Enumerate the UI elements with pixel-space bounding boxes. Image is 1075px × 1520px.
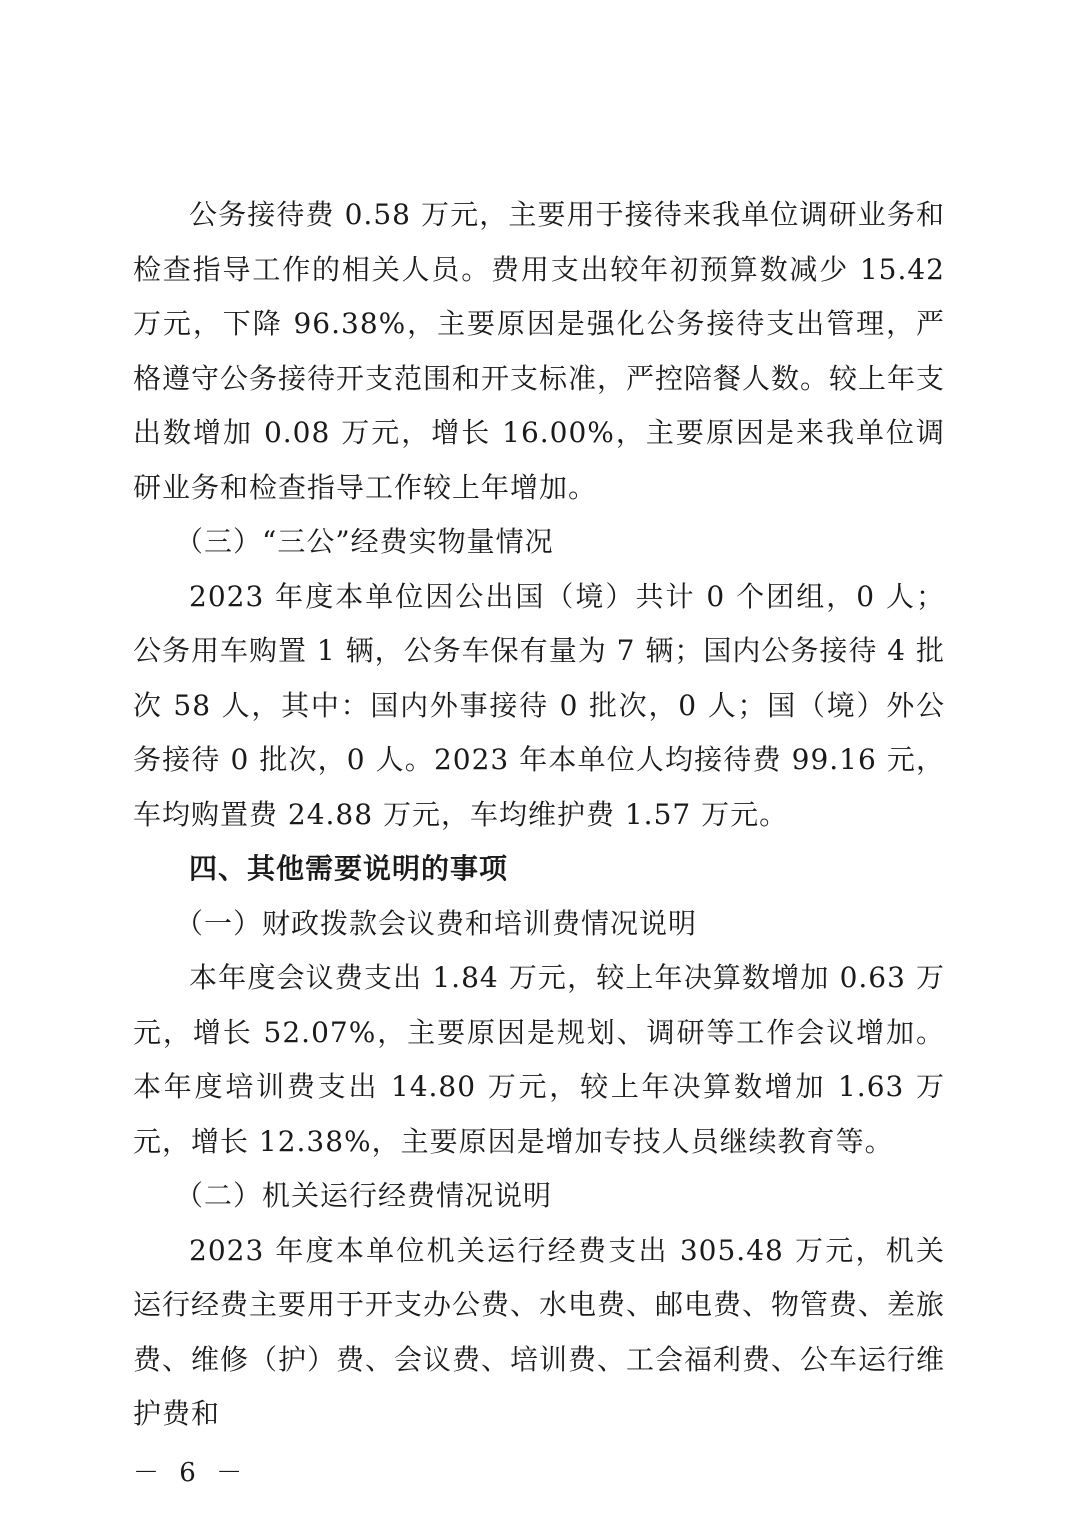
paragraph-meeting-training: 本年度会议费支出 1.84 万元，较上年决算数增加 0.63 万元，增长 52.07%，主要原因是规划、调研等工作会议增加。本年度培训费支出 14.80 万元，较上年决算数增加 1.63 万元，增长 12.38%，主要原因是增加专技人员继续教育等。 xyxy=(133,961,945,1158)
page-number: － 6 － xyxy=(133,1458,249,1488)
subheading-physical-quantity: （三）“三公”经费实物量情况 xyxy=(175,525,554,558)
paragraph-physical-quantity: 2023 年度本单位因公出国（境）共计 0 个团组，0 人；公务用车购置 1 辆，公务车保有量为 7 辆；国内公务接待 4 批次 58 人，其中：国内外事接待 0 批次，0 人；国（境）外公务接待 0 批次，0 人。2023 年本单位人均接待费 99.16 元，车均购置费 24.88 万元，车均维护费 1.57 万元。 xyxy=(133,579,945,831)
section-heading-other-matters: 四、其他需要说明的事项 xyxy=(189,852,509,885)
paragraph-operating-expenses: 2023 年度本单位机关运行经费支出 305.48 万元，机关运行经费主要用于开支办公费、水电费、邮电费、物管费、差旅费、维修（护）费、会议费、培训费、工会福利费、公车运行维护费和 xyxy=(133,1233,946,1430)
paragraph-reception-expenses: 公务接待费 0.58 万元，主要用于接待来我单位调研业务和检查指导工作的相关人员。费用支出较年初预算数减少 15.42 万元，下降 96.38%，主要原因是强化公务接待支出管理，严格遵守公务接待开支范围和开支标准，严控陪餐人数。较上年支出数增加 0.08 万元，增长 16.00%，主要原因是来我单位调研业务和检查指导工作较上年增加。 xyxy=(133,198,946,504)
document-body xyxy=(133,188,945,1442)
subheading-meeting-training: （一）财政拨款会议费和培训费情况说明 xyxy=(175,906,698,940)
subheading-operating-expenses: （二）机关运行经费情况说明 xyxy=(175,1179,553,1212)
